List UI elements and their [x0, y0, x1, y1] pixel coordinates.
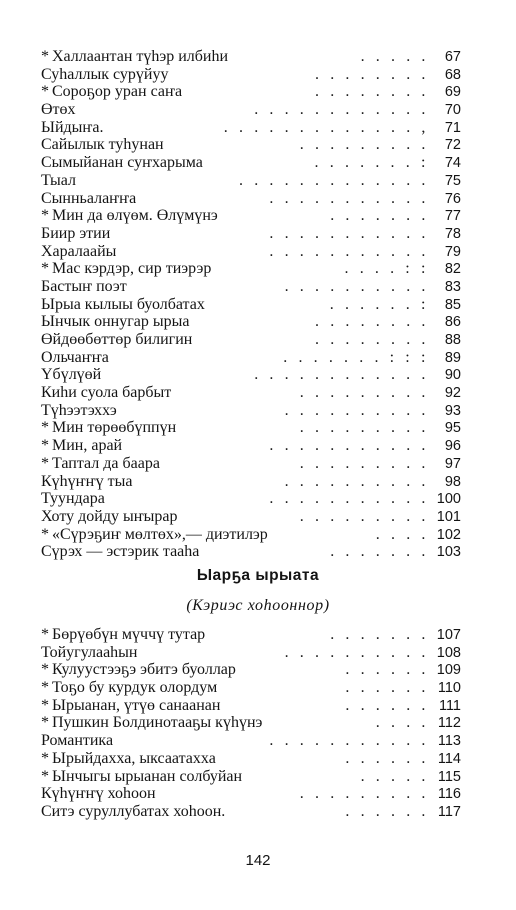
toc-entry-title: [41, 225, 110, 243]
toc-dot-leader: . . . . . .: [345, 661, 429, 679]
toc-entry-title: [41, 243, 116, 261]
toc-entry-page: 112: [437, 715, 461, 732]
toc-entry: [41, 644, 461, 662]
toc-entry: [41, 526, 461, 544]
toc-entry-title: [41, 697, 220, 715]
page-number: 142: [245, 852, 271, 869]
toc-dot-leader: . . . . . . . . . . . . . ,: [223, 118, 429, 136]
toc-entry-marker: *: [41, 767, 49, 785]
toc-entry-text: Харалаайы: [41, 242, 117, 260]
toc-dot-leader: . . . . . . . . . . . .: [254, 101, 429, 119]
toc-entry-page: 90: [444, 367, 461, 384]
toc-dot-leader: . . . . . . . . . . .: [269, 732, 429, 750]
toc-entry: [41, 366, 461, 384]
toc-entry-page: 71: [444, 119, 461, 136]
toc-entry: [41, 313, 461, 331]
toc-entry-marker: *: [41, 83, 49, 101]
toc-entry-text: Мас кэрдэр, сир тиэрэр: [52, 260, 212, 278]
toc-entry: [41, 732, 461, 750]
toc-entry-title: [41, 785, 156, 803]
toc-entry-marker: *: [41, 679, 49, 697]
toc-entry-page: 79: [444, 243, 461, 260]
toc-section-2: [41, 626, 461, 821]
toc-entry: [41, 508, 461, 526]
toc-entry-title: [41, 366, 101, 384]
toc-entry-text: Сүрэх — эстэрик тааһа: [41, 543, 200, 561]
toc-entry-marker: *: [41, 696, 49, 714]
toc-entry-page: 82: [444, 261, 461, 278]
toc-entry-title: [41, 508, 178, 526]
toc-entry-text: Бөрүөбүн мүччү тутар: [52, 626, 206, 643]
toc-dot-leader: . . . . . . .: [330, 543, 429, 561]
toc-entry-text: Сынньалаҥҥа: [41, 189, 137, 207]
toc-dot-leader: . . . . . . . . .: [299, 454, 429, 472]
toc-entry-page: 109: [436, 662, 461, 679]
toc-entry-title: [41, 803, 225, 821]
toc-entry-text: Халлаантан түһэр илбиһи: [52, 48, 229, 65]
toc-entry-title: [41, 66, 168, 84]
toc-entry-text: «Сүрэҕиҥ мөлтөх»,— диэтилэр: [52, 525, 268, 543]
toc-dot-leader: . . . . .: [360, 767, 429, 785]
toc-entry-title: [41, 136, 164, 154]
toc-entry-page: 88: [444, 332, 461, 348]
toc-dot-leader: . . . . . . . . . .: [284, 277, 429, 295]
toc-entry-text: Биир этии: [41, 224, 111, 242]
toc-entry: [41, 626, 461, 644]
toc-dot-leader: . . . . . . . . . . .: [269, 490, 429, 508]
toc-entry-title: [41, 207, 218, 225]
toc-entry-page: 93: [444, 402, 461, 419]
toc-entry: [41, 455, 461, 473]
toc-entry-text: Сайылык туһунан: [41, 136, 164, 154]
toc-entry-text: Мин да өлүөм. Өлүмүнэ: [52, 207, 218, 225]
toc-entry-page: 97: [444, 455, 461, 472]
toc-entry-page: 117: [437, 803, 461, 820]
toc-dot-leader: . . . . . .: [345, 749, 429, 767]
toc-entry-page: 100: [436, 491, 461, 508]
toc-entry-marker: *: [41, 207, 49, 225]
toc-entry: [41, 384, 461, 402]
toc-dot-leader: . . . . . . . . .: [299, 507, 429, 525]
toc-entry: [41, 296, 461, 314]
toc-entry-title: [41, 419, 176, 437]
toc-entry: [41, 48, 461, 66]
toc-dot-leader: . . . . . . . .: [315, 313, 429, 331]
toc-dot-leader: . . . . . . . .: [315, 65, 429, 83]
toc-dot-leader: . . . . . . . . . . . . .: [239, 171, 429, 189]
toc-dot-leader: . . . . . . . .: [315, 331, 429, 348]
toc-entry-title: [41, 83, 182, 101]
toc-entry-text: Ольчаҥҥа: [41, 348, 109, 366]
toc-entry-marker: *: [41, 260, 49, 278]
toc-entry-page: 72: [444, 137, 461, 154]
toc-entry-text: Мин, арай: [52, 437, 123, 455]
toc-entry: [41, 768, 461, 786]
toc-entry: [41, 803, 461, 821]
toc-dot-leader: . . . . . . :: [329, 295, 429, 313]
toc-entry-title: [41, 384, 171, 402]
toc-dot-leader: . . . . : :: [344, 260, 429, 278]
toc-dot-leader: . . . .: [375, 714, 429, 732]
toc-entry-page: 111: [438, 697, 461, 714]
toc-entry-text: Ыйдыҥа.: [41, 118, 104, 136]
toc-entry-text: Сымыйанан суҥхарыма: [41, 154, 203, 172]
toc-entry: [41, 661, 461, 679]
toc-entry-title: [41, 455, 160, 473]
toc-entry-title: [41, 402, 117, 420]
toc-entry-text: Тыал: [41, 171, 76, 189]
toc-entry: [41, 243, 461, 261]
toc-entry-page: 68: [444, 66, 461, 83]
toc-entry: [41, 419, 461, 437]
toc-dot-leader: . . . . . . . . .: [299, 419, 429, 437]
toc-entry: [41, 172, 461, 190]
toc-entry-title: [41, 48, 228, 66]
toc-entry-page: 113: [437, 733, 461, 750]
section-subheading: (Кэриэс хоһооннор): [186, 597, 330, 614]
toc-entry: [41, 490, 461, 508]
toc-entry: [41, 349, 461, 367]
toc-entry-page: 78: [444, 225, 461, 242]
toc-entry-marker: *: [41, 419, 49, 437]
toc-entry-text: Ынчык оннугар ырыа: [41, 313, 190, 331]
toc-entry-page: 114: [437, 750, 461, 767]
toc-entry: [41, 785, 461, 803]
toc-entry: [41, 402, 461, 420]
toc-entry-text: Күһүҥҥү хоһоон: [41, 785, 156, 803]
toc-entry-title: [41, 626, 205, 644]
toc-entry-page: 96: [444, 438, 461, 455]
toc-entry-text: Күһүҥҥү тыа: [41, 472, 133, 490]
toc-entry-marker: *: [41, 626, 49, 643]
toc-dot-leader: . . . . . . . .: [315, 83, 429, 101]
toc-entry-title: [41, 661, 236, 679]
toc-entry: [41, 119, 461, 137]
toc-entry-page: 92: [444, 385, 461, 402]
toc-entry: [41, 679, 461, 697]
toc-dot-leader: . . . . . . . :: [314, 154, 429, 172]
toc-entry-marker: *: [41, 749, 49, 767]
toc-entry: [41, 101, 461, 119]
toc-entry-title: [41, 101, 76, 119]
toc-entry-text: Пушкин Болдинотааҕы күһүнэ: [52, 714, 263, 732]
toc-entry-title: [41, 543, 199, 561]
toc-entry-title: [41, 331, 192, 349]
toc-entry-page: 83: [444, 278, 461, 295]
toc-entry-page: 98: [444, 473, 461, 490]
toc-entry-title: [41, 679, 217, 697]
toc-entry: [41, 697, 461, 715]
toc-entry: [41, 437, 461, 455]
toc-entry-text: Өтөх: [41, 101, 76, 119]
toc-entry-text: Мин төрөөбүппүн: [52, 419, 177, 437]
toc-dot-leader: . . . . . . . . . . . .: [254, 366, 429, 384]
toc-entry-text: Тойугулааһын: [41, 643, 138, 661]
toc-dot-leader: . . . . . .: [345, 679, 429, 697]
toc-entry-text: Ынчыгы ырыанан солбуйан: [52, 767, 243, 785]
toc-entry: [41, 750, 461, 768]
toc-entry: [41, 260, 461, 278]
toc-dot-leader: . . . . . . . . .: [299, 136, 429, 154]
toc-entry-marker: *: [41, 714, 49, 732]
toc-dot-leader: . . . . . . . . . . .: [269, 189, 429, 207]
toc-entry-title: [41, 714, 262, 732]
toc-entry: [41, 278, 461, 296]
toc-entry-page: 108: [436, 644, 461, 661]
toc-entry-page: 95: [444, 420, 461, 437]
toc-entry: [41, 225, 461, 243]
toc-entry-title: [41, 313, 189, 331]
toc-entry-page: 107: [436, 627, 461, 643]
toc-entry-page: 89: [444, 349, 461, 366]
toc-entry-title: [41, 190, 136, 208]
toc-entry-title: [41, 526, 268, 544]
toc-entry-title: [41, 750, 216, 768]
section-heading: Ыарҕа ырыата: [196, 567, 320, 584]
toc-section-1: [41, 48, 461, 561]
toc-entry-text: Тоҕо бу курдук олордум: [52, 679, 218, 697]
toc-entry-text: Хоту дойду ыҥырар: [41, 507, 178, 525]
toc-entry-text: Сороҕор уран саҥа: [52, 83, 183, 101]
toc-entry-title: [41, 768, 242, 786]
toc-entry-text: Ырыйдахха, ыксаатахха: [52, 749, 216, 767]
toc-dot-leader: . . . . .: [360, 48, 429, 65]
toc-entry: [41, 66, 461, 84]
toc-entry-marker: *: [41, 454, 49, 472]
toc-entry-page: 85: [444, 296, 461, 313]
toc-entry-page: 101: [436, 508, 461, 525]
toc-dot-leader: . . . . . . . . . .: [284, 643, 429, 661]
toc-dot-leader: . . . . . . . . . . .: [269, 437, 429, 455]
toc-entry-page: 110: [437, 680, 461, 697]
toc-entry-text: Романтика: [41, 732, 114, 750]
toc-dot-leader: . . . . . . . . . . .: [269, 242, 429, 260]
toc-entry-page: 67: [444, 49, 461, 65]
toc-entry: [41, 543, 461, 561]
toc-entry-page: 115: [437, 768, 461, 785]
toc-entry-title: [41, 644, 138, 662]
toc-entry-page: 77: [444, 208, 461, 225]
toc-entry-title: [41, 172, 76, 190]
toc-entry-marker: *: [41, 661, 49, 679]
toc-entry-page: 70: [444, 102, 461, 119]
toc-entry: [41, 714, 461, 732]
toc-entry-page: 86: [444, 314, 461, 331]
toc-entry-page: 76: [444, 190, 461, 207]
toc-entry: [41, 83, 461, 101]
toc-dot-leader: . . . . . . .: [330, 626, 429, 643]
toc-entry-title: [41, 732, 113, 750]
toc-entry-page: 75: [444, 172, 461, 189]
toc-entry-title: [41, 490, 105, 508]
toc-dot-leader: . . . . . . . : : :: [283, 348, 429, 366]
toc-entry-title: [41, 278, 127, 296]
toc-entry-text: Түһээтэххэ: [41, 401, 117, 419]
toc-entry-page: 116: [437, 786, 461, 803]
toc-dot-leader: . . . . . .: [345, 802, 429, 820]
toc-entry: [41, 473, 461, 491]
toc-entry-page: 69: [444, 84, 461, 101]
toc-entry-text: Үбүлүөй: [41, 366, 102, 384]
toc-dot-leader: . . . . . . .: [330, 207, 429, 225]
toc-dot-leader: . . . . . . . . .: [299, 785, 429, 803]
toc-entry-text: Ырыанан, үтүө санаанан: [52, 696, 221, 714]
toc-entry-title: [41, 154, 203, 172]
toc-entry-text: Таптал да баара: [52, 454, 160, 472]
toc-entry-text: Туундара: [41, 490, 105, 508]
toc-entry: [41, 136, 461, 154]
toc-dot-leader: . . . . . . . . .: [299, 384, 429, 402]
toc-entry-marker: *: [41, 48, 49, 65]
toc-entry: [41, 331, 461, 349]
toc-entry-text: Киһи суола барбыт: [41, 384, 172, 402]
toc-entry-page: 74: [444, 155, 461, 172]
toc-entry-title: [41, 260, 211, 278]
toc-entry-text: Өйдөөбөттөр билигин: [41, 331, 193, 348]
toc-dot-leader: . . . . . . . . . .: [284, 401, 429, 419]
toc-dot-leader: . . . . . . . . . .: [284, 472, 429, 490]
toc-entry: [41, 207, 461, 225]
toc-entry-marker: *: [41, 437, 49, 455]
toc-entry: [41, 154, 461, 172]
toc-entry-text: Кулуустээҕэ эбитэ буоллар: [52, 661, 236, 679]
toc-entry-text: Бастыҥ поэт: [41, 277, 127, 295]
toc-entry-title: [41, 296, 205, 314]
toc-dot-leader: . . . . . .: [345, 696, 429, 714]
toc-entry-text: Суһаллык сурүйуу: [41, 65, 169, 83]
toc-entry: [41, 190, 461, 208]
toc-dot-leader: . . . .: [375, 525, 429, 543]
toc-entry-page: 102: [436, 526, 461, 543]
toc-entry-title: [41, 473, 132, 491]
toc-entry-text: Ситэ суруллубатах хоһоон.: [41, 802, 226, 820]
toc-entry-page: 103: [436, 544, 461, 561]
toc-entry-title: [41, 349, 109, 367]
toc-entry-title: [41, 437, 122, 455]
toc-entry-title: [41, 119, 103, 137]
toc-entry-text: Ырыа кылыы буолбатах: [41, 295, 205, 313]
toc-entry-marker: *: [41, 525, 49, 543]
toc-dot-leader: . . . . . . . . . . .: [269, 224, 429, 242]
